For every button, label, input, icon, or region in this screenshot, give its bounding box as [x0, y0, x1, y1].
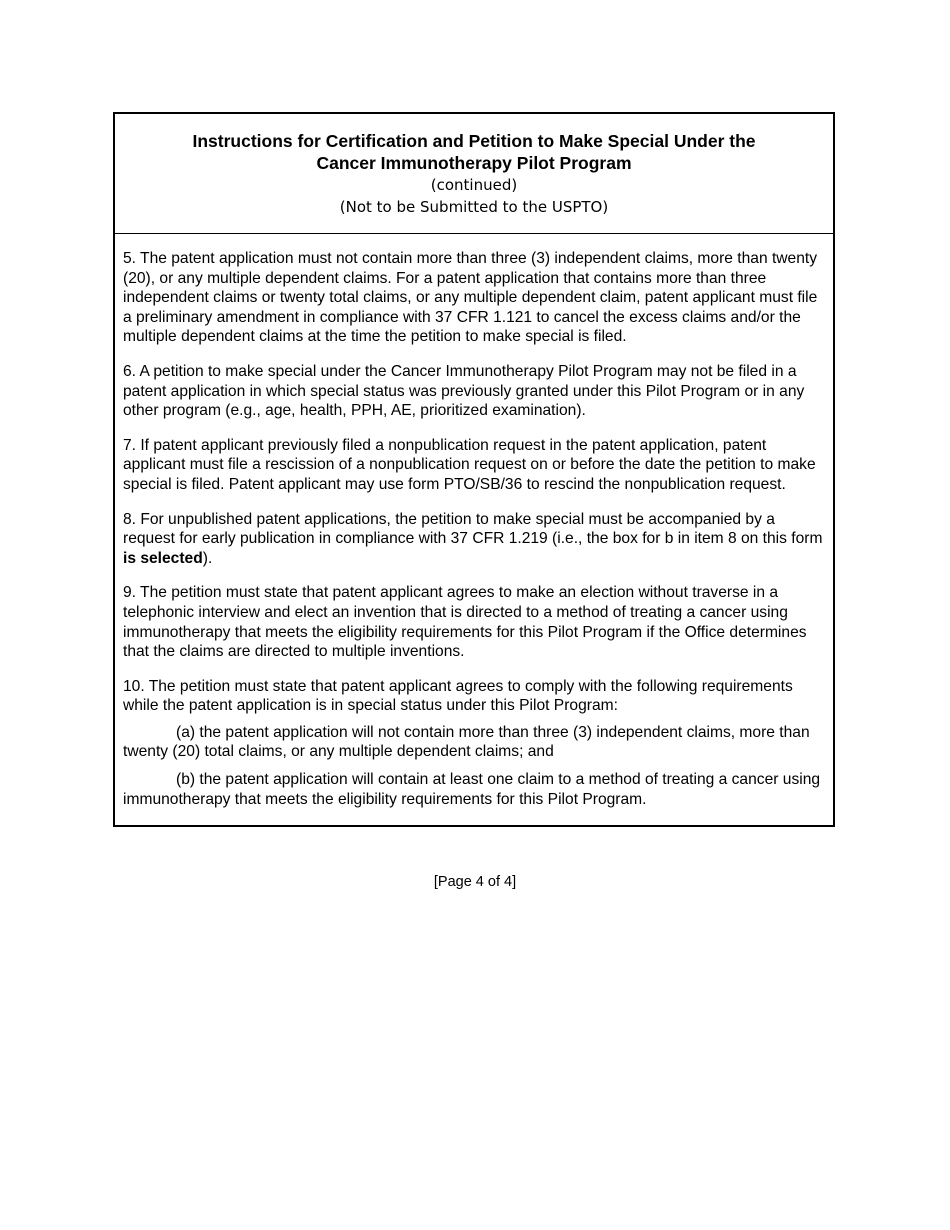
instruction-item-10: 10. The petition must state that patent applicant agrees to comply with the following requirements while the patent application is in special status under this Pilot Program: [123, 677, 793, 715]
instruction-item-10b: (b) the patent application will contain at least one claim to a method of treating a cancer using immunotherapy that meets the eligibility requirements for this Pilot Program. [123, 771, 821, 808]
instruction-item-9: 9. The petition must state that patent applicant agrees to make an election without traverse in a telephonic interview and elect an invention that is directed to a method of treating a cancer using immunotherapy that meets the eligibility requirements for this Pilot Program if the Office determines that the claims are directed to multiple inventions. [123, 584, 807, 661]
item-8-text-end: ). [202, 549, 213, 567]
title-line-1: Instructions for Certification and Petition to Make Special Under the [192, 131, 756, 151]
instruction-item-5: 5. The patent application must not contain more than three (3) independent claims, more than twenty (20), or any multiple dependent claims. For a patent application that contains more than three independent claims or twenty total claims, or any multiple dependent claim, patent applicant must file a preliminary amendment in compliance with 37 CFR 1.121 to cancel the excess claims and/or the multiple dependent claims at the time the petition to make special is filed. [123, 250, 818, 346]
instructions-body [115, 234, 833, 825]
instruction-item-6: 6. A petition to make special under the Cancer Immunotherapy Pilot Program may not be filed in a patent application in which special status was previously granted under this Pilot Program or in any other program (e.g., age, health, PPH, AE, prioritized examination). [123, 362, 805, 420]
item-8-bold-text: is selected [123, 549, 203, 567]
continued-label: (continued) [430, 176, 518, 194]
page-number: [Page 4 of 4] [433, 874, 517, 890]
instructions-header [115, 114, 833, 234]
item-8-text: 8. For unpublished patent applications, the petition to make special must be accompanied by a request for early publication in compliance with 37 CFR 1.219 (i.e., the box for b in item 8 on this form [123, 510, 823, 548]
not-submitted-note: (Not to be Submitted to the USPTO) [339, 198, 609, 216]
instructions-box [113, 112, 835, 827]
instruction-item-8 [123, 510, 827, 569]
instruction-item-7: 7. If patent applicant previously filed a nonpublication request in the patent application, patent applicant must file a rescission of a nonpublication request on or before the date the petition to make special is filed. Patent applicant may use form PTO/SB/36 to rescind the nonpublication request. [123, 436, 816, 493]
instruction-item-10a: (a) the patent application will not contain more than three (3) independent claims, more than twenty (20) total claims, or any multiple dependent claims; and [123, 723, 810, 761]
title-line-2: Cancer Immunotherapy Pilot Program [316, 153, 632, 173]
